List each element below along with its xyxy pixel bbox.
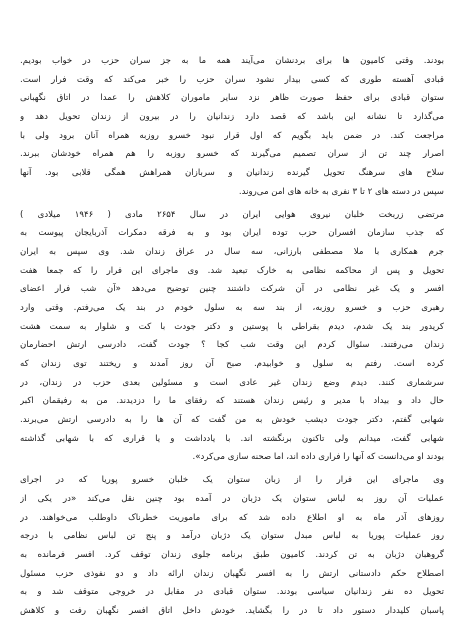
text-line: زندان می‌رفتند. سئوال کردم این وقت شب کجا ؟ جودت گفت، دادرسی ارتش احضارمان (20, 340, 444, 351)
text-line: که جذب سازمان افسران حزب توده ایران بود و به فرقه دمکرات آذربایجان پیوست به (20, 228, 444, 239)
text-line: کریدور بند یک شدم، دیدم بقراطی با پوستین و دکتر جودت با کت و شلوار به سمت هشت (20, 321, 444, 332)
text-line: وی ماجرای این فرار را از زبان ستوان یک خلبان خسرو پوریا که در اجرای (20, 475, 444, 486)
text-line: پاسبان کلیددار دستور داد تا در را بگشاید. خودش داخل اتاق افسر نگهبان رفت و کلاهش (20, 605, 444, 616)
text-line: شهابی گفت، میدانم ولی تاکنون برنگشته اند. با یادداشت و یا قراری که با شهابی گذاشته (20, 433, 444, 444)
text-line: تحویل و پس از محاکمه نظامی به خارک تبعید شد. وی ماجرای این فرار را که جمعا هفت (20, 265, 444, 276)
text-line: سپس در دسته های ۲ تا ۳ نفری به خانه های امن می‌روند. (238, 186, 444, 197)
text-line: جرم همکاری با ملا مصطفی بارزانی، سه سال در عراق زندان شد. وی سپس به ایران (20, 246, 444, 257)
text-line: کرده است. رفتم به سلول و خوابیدم. صبح آن روز آمدند و ریختند توی زندان که (20, 359, 444, 369)
text-line: افسر و یک غیر نظامی در آن شرکت داشتند چنین توضیح می‌دهد «آن شب فرار اعضای (20, 284, 444, 295)
text-line: ستوان قبادی برای حفظ صورت ظاهر نزد سایر ماموران کلاهش را عمدا در اتاق نگهبانی (20, 93, 444, 104)
text-line: تحویل ده نفر زندانیان سیاسی بودند. ستوان قبادی در مقابل در خروجی متوقف شد و به (20, 587, 444, 598)
text-line: بودند. وقتی کامیون ها برای بردنشان می‌آیند همه ما به جز سران حزب در خواب بودیم. (20, 56, 444, 66)
paragraph-escape-night (20, 52, 444, 202)
text-line: حال داد و بیداد با مدیر و رئیس زندان هستند که رفقای ما را دزدیدند. من به رفیقمان اکبر (20, 396, 444, 407)
text-line: بودند او می‌دانست که آنها را فراری داده اند، اما صحنه سازی می‌کرد». (192, 452, 444, 463)
text-line: مرتضی زربخت خلبان نیروی هوایی ایران در سال ۲۶۵۴ مادی ( ۱۹۴۶ میلادی ) (20, 209, 444, 220)
text-line: روزهای آذر ماه به او اطلاع داده شد که برای ماموریت خطرناک داوطلب می‌خواهند. در (20, 512, 444, 523)
text-line: رهبری حزب و خسرو روزبه، از بند سه به سلول خودم در بند یک می‌رفتم. وقتی وارد (20, 302, 444, 313)
text-line: روز عملیات پوریا به لباس مبدل ستوان یک دژبان درآمد و پنج تن لباس نظامی با درجه (20, 531, 444, 542)
text-line: گروهبان دژبان به تن کردند. کامیون طبق برنامه جلوی زندان توقف کرد. افسر فرمانده به (20, 549, 444, 560)
text-line: اصطلاح حکم دادستانی ارتش را به افسر نگهبان زندان ارائه داد و دو نفوذی حزب مسئول (20, 568, 444, 579)
text-line: عملیات آن روز به لباس ستوان یک دژبان در آمده بود چنین نقل می‌کند «در یکی از (20, 493, 444, 504)
paragraph-zarbakht-account (20, 206, 444, 468)
text-line: مراجعت کند. در ضمن باید بگویم که اول قرار نبود خسرو روزبه همراه آنان برود ولی با (20, 130, 444, 141)
document-page (20, 52, 444, 625)
text-line: سلاح های سرهنگ تحویل گیرنده زندانیان و سربازان همراهش همگی قلابی بود. آنها (20, 168, 444, 179)
text-line: اصرار چند تن از سران تصمیم می‌گیرند که خسرو روزبه را هم همراه خودشان ببرند. (20, 149, 444, 160)
text-line: سرشماری کنند. دیدم وضع زندان غیر عادی است و مسئولین بعدی حزب در زندان، در (20, 377, 444, 388)
text-line: می‌گذارد تا نشانه این باشد که قصد دارد زندانیان را در بیرون از زندان تحویل دهد و (20, 112, 444, 123)
paragraph-pouria-account (20, 471, 444, 621)
text-line: شهابی گفتم، دکتر جودت دیشب خودش به من گفت که آن ها را به دادرسی ارتش می‌برند. (20, 415, 444, 426)
text-line: قبادی آهسته طوری که کسی بیدار نشود سران حزب را خبر می‌کند که وقت فرار است. (20, 74, 444, 85)
